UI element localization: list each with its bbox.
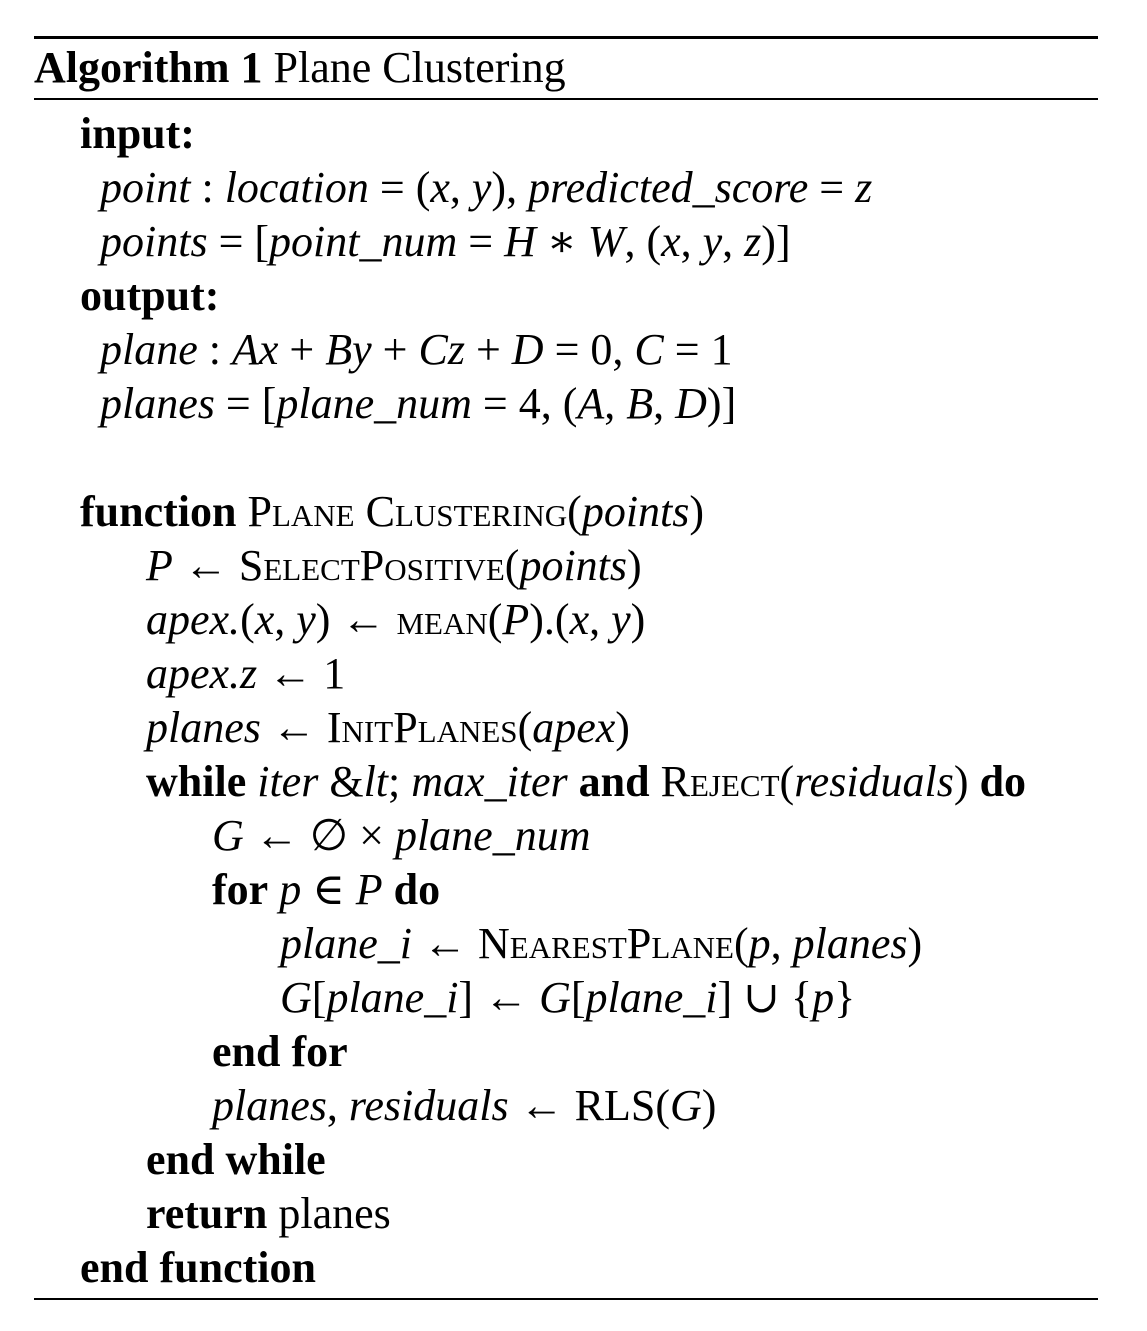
algorithm-label: Algorithm 1 — [34, 43, 263, 92]
end-for-line: end for — [212, 1027, 348, 1076]
init-groups-line: G ← ∅ × plane_num — [212, 811, 591, 860]
apex-xy-line: apex.(x, y) ← mean(P).(x, y) — [146, 595, 646, 644]
return-line: return planes — [146, 1189, 391, 1238]
output-planes-line: planes = [plane_num = 4, (A, B, D)] — [100, 379, 737, 428]
output-heading: output: — [80, 271, 220, 320]
group-update-line: G[plane_i] ← G[plane_i] ∪ {p} — [280, 973, 856, 1022]
for-header-line: for p ∈ P do — [212, 865, 441, 914]
caption-rule — [34, 98, 1098, 100]
top-rule — [34, 36, 1098, 39]
input-heading: input: — [80, 109, 195, 158]
function-header-line: function Plane Clustering(points) — [80, 487, 705, 536]
select-positive-line: P ← SelectPositive(points) — [146, 541, 642, 590]
input-points-line: points = [point_num = H ∗ W, (x, y, z)] — [100, 217, 791, 266]
rls-line: planes, residuals ← RLS(G) — [212, 1081, 717, 1130]
algorithm-caption — [34, 40, 566, 96]
nearest-plane-line: plane_i ← NearestPlane(p, planes) — [280, 919, 923, 968]
end-while-line: end while — [146, 1135, 326, 1184]
init-planes-line: planes ← InitPlanes(apex) — [146, 703, 630, 752]
apex-z-line: apex.z ← 1 — [146, 649, 346, 698]
while-header-line: while iter &lt; max_iter and Reject(residuals) do — [146, 757, 1027, 806]
bottom-rule — [34, 1298, 1098, 1300]
output-plane-line: plane : Ax + By + Cz + D = 0, C = 1 — [100, 325, 733, 374]
algorithm-title: Plane Clustering — [273, 43, 566, 92]
end-function-line: end function — [80, 1243, 316, 1292]
input-point-line: point : location = (x, y), predicted_score = z — [100, 163, 873, 212]
